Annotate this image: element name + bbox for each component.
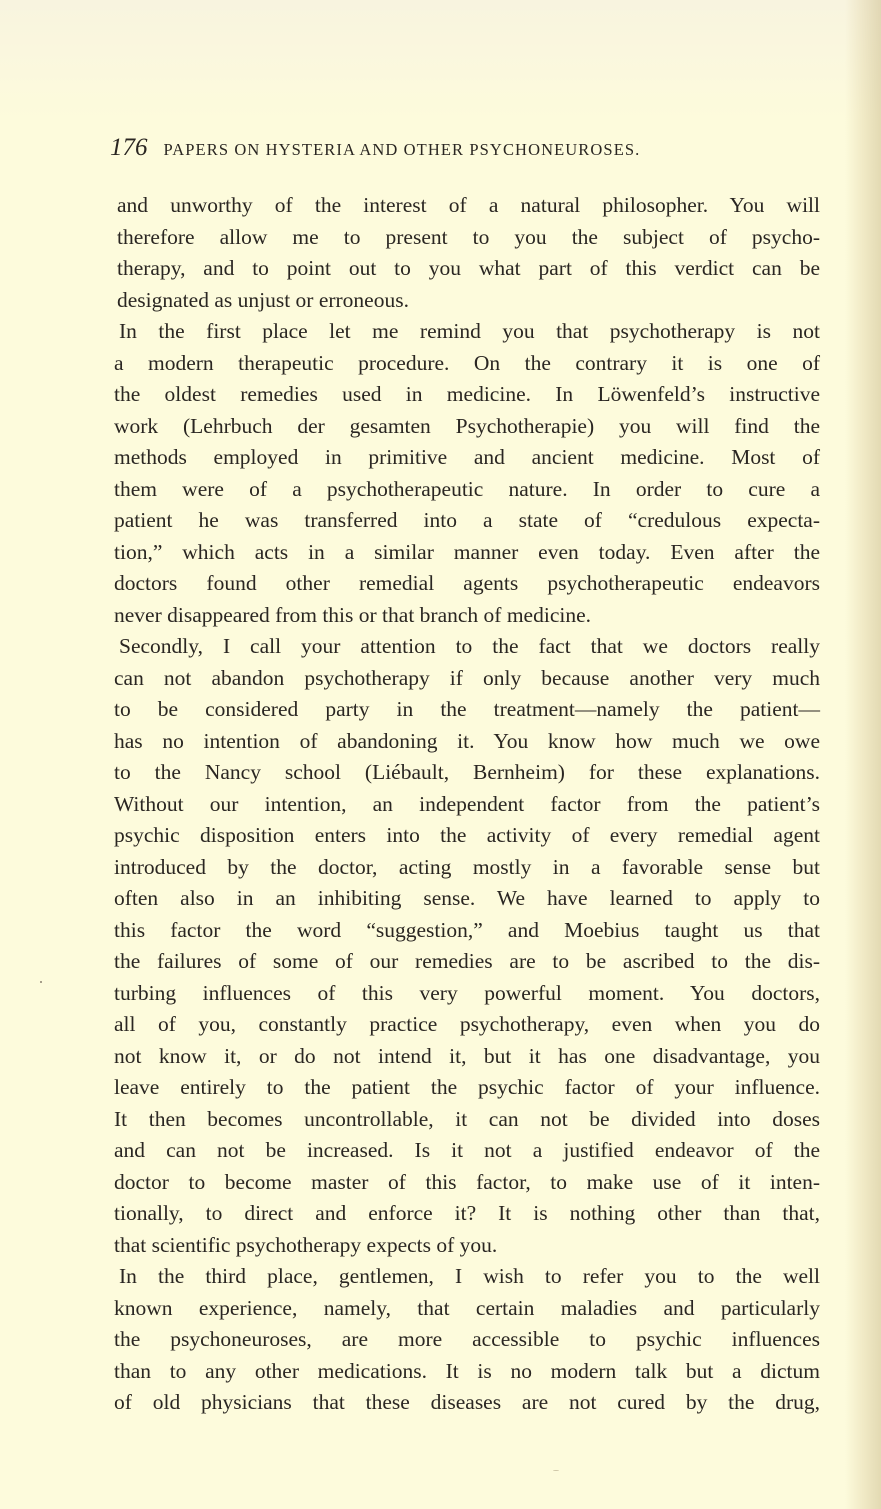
paper-speck — [553, 1470, 559, 1471]
text-line: tionally, to direct and enforce it? It is nothing other than that, — [114, 1201, 820, 1225]
text-line: methods employed in primitive and ancient medicine. Most of — [114, 445, 820, 469]
text-line: tion,” which acts in a similar manner even today. Even after the — [114, 539, 820, 564]
text-line: doctors found other remedial agents psychotherapeutic endeavors — [114, 571, 820, 595]
text-line: to the Nancy school (Liébault, Bernheim) for these explanations. — [114, 760, 820, 784]
text-line: therapy, and to point out to you what part of this verdict can be — [117, 256, 820, 280]
text-line: It then becomes uncontrollable, it can not be divided into doses — [114, 1106, 820, 1131]
text-line: of old physicians that these diseases are not cured by the drug, — [114, 1390, 820, 1414]
text-line: and unworthy of the interest of a natural philosopher. You will — [117, 193, 820, 217]
text-line: the failures of some of our remedies are to be ascribed to the dis- — [114, 949, 820, 973]
text-line: never disappeared from this or that branch of medicine. — [114, 602, 591, 627]
text-line: designated as unjust or erroneous. — [117, 287, 409, 312]
text-line: psychic disposition enters into the activity of every remedial agent — [114, 823, 820, 847]
text-line: not know it, or do not intend it, but it has one disadvantage, you — [114, 1043, 820, 1068]
text-line: this factor the word “suggestion,” and Moebius taught us that — [114, 917, 820, 942]
text-line: patient he was transferred into a state of “credulous expecta- — [114, 508, 820, 532]
text-line: work (Lehrbuch der gesamten Psychotherapie) you will find the — [114, 413, 820, 438]
running-header — [110, 134, 810, 164]
text-line: can not abandon psychotherapy if only because another very much — [114, 665, 820, 690]
text-line: therefore allow me to present to you the subject of psycho- — [117, 224, 820, 249]
text-line: them were of a psychotherapeutic nature. In order to cure a — [114, 476, 820, 501]
text-line: a modern therapeutic procedure. On the contrary it is one of — [114, 350, 820, 375]
text-line: known experience, namely, that certain maladies and particularly — [114, 1295, 820, 1320]
text-line: introduced by the doctor, acting mostly in a favorable sense but — [114, 854, 820, 879]
text-line: to be considered party in the treatment—namely the patient— — [114, 697, 820, 721]
text-line-paragraph-start: In the third place, gentlemen, I wish to refer you to the well — [119, 1264, 820, 1288]
text-line: often also in an inhibiting sense. We have learned to apply to — [114, 886, 820, 910]
text-line: turbing influences of this very powerful moment. You doctors, — [114, 980, 820, 1005]
text-line: the psychoneuroses, are more accessible to psychic influences — [114, 1327, 820, 1351]
text-line: has no intention of abandoning it. You know how much we owe — [114, 728, 820, 753]
text-line: leave entirely to the patient the psychic factor of your influence. — [114, 1075, 820, 1099]
body-text — [114, 190, 820, 1419]
text-line: all of you, constantly practice psychotherapy, even when you do — [114, 1012, 820, 1036]
text-line-paragraph-start: Secondly, I call your attention to the fact that we doctors really — [119, 634, 820, 658]
text-line: than to any other medications. It is no modern talk but a dictum — [114, 1358, 820, 1383]
page-number: 176 — [110, 134, 148, 161]
text-line: that scientific psychotherapy expects of you. — [114, 1232, 498, 1257]
text-line-paragraph-start: In the first place let me remind you that psychotherapy is not — [119, 319, 820, 343]
text-line: and can not be increased. Is it not a justified endeavor of the — [114, 1138, 820, 1162]
text-line: doctor to become master of this factor, to make use of it inten- — [114, 1169, 820, 1194]
running-title: PAPERS ON HYSTERIA AND OTHER PSYCHONEUROSES. — [163, 140, 641, 159]
text-line: the oldest remedies used in medicine. In Löwenfeld’s instructive — [114, 382, 820, 406]
text-line: Without our intention, an independent factor from the patient’s — [114, 791, 820, 816]
paper-speck — [40, 981, 42, 983]
